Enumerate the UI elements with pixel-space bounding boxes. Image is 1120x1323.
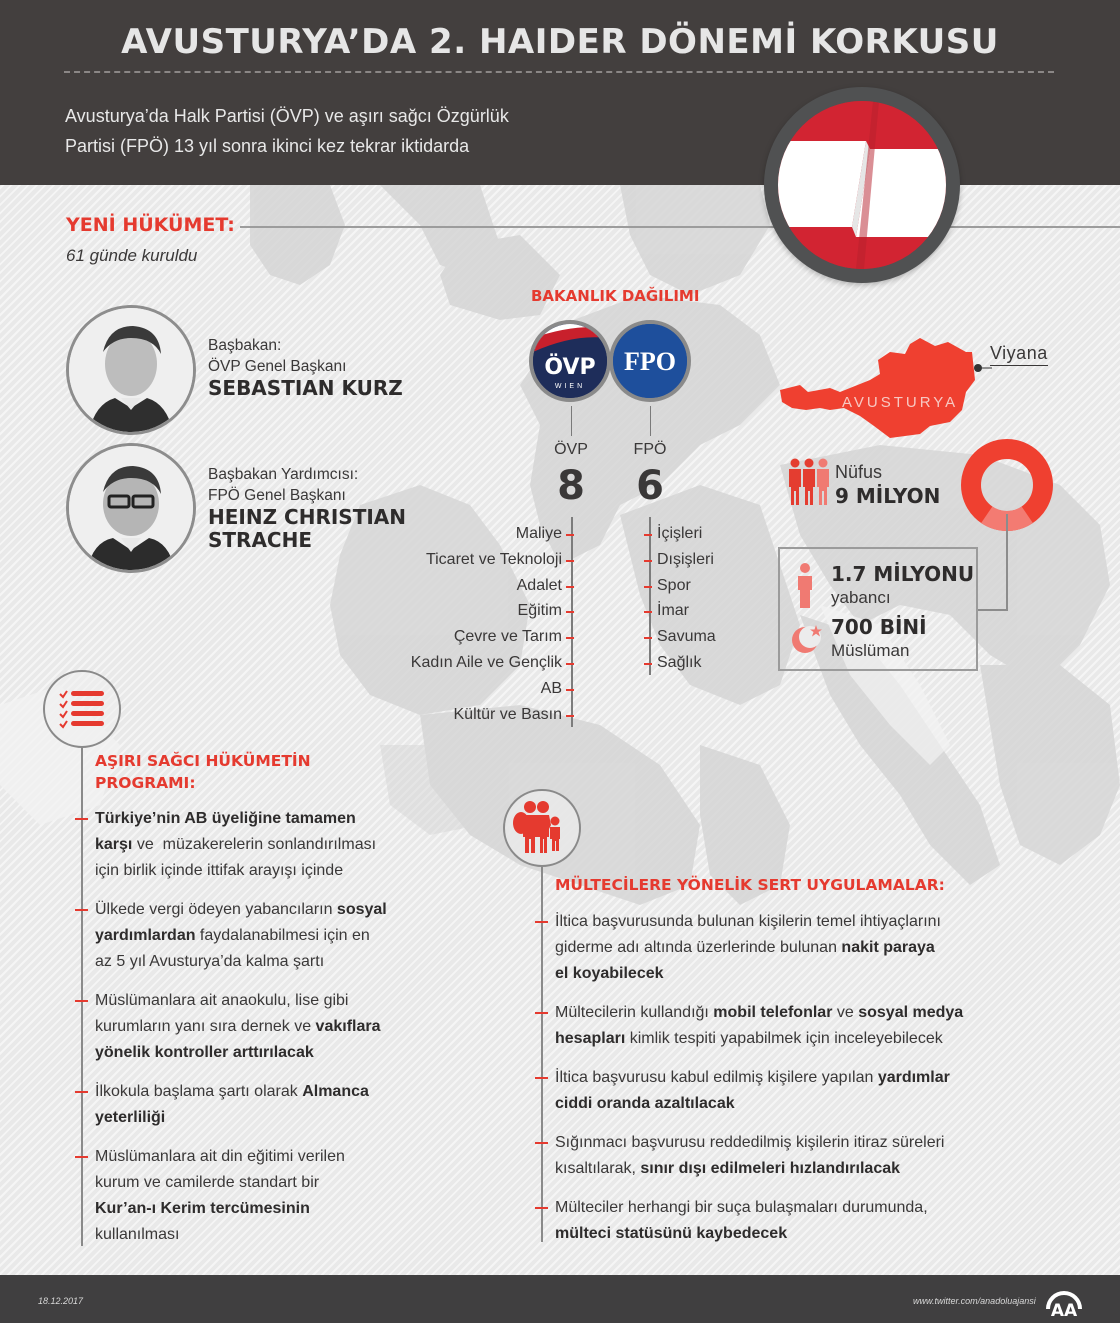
austria-flag-icon (764, 87, 960, 283)
bullet-item (555, 1065, 950, 1117)
ministry-item: Ticaret ve Teknoloji (425, 550, 562, 568)
text: Ülkede vergi ödeyen yabancıların (95, 901, 337, 918)
ministry-tick (566, 534, 574, 536)
bullet-line (95, 806, 376, 832)
bullet-line (95, 949, 387, 975)
donut-connector (976, 512, 1010, 612)
leader-role: Başbakan: (208, 337, 282, 354)
ministry-tick (566, 689, 574, 691)
donut-majority-segment (971, 449, 1043, 521)
ministry-item: Kadın Aile ve Gençlik (410, 654, 562, 671)
ministry-tick (644, 663, 652, 665)
avatar-heinz-christian-strache (66, 443, 196, 573)
leader-name-line-1: HEINZ CHRISTIAN (208, 505, 407, 529)
population-value: 9 MİLYON (835, 484, 941, 508)
fpo-connector (650, 406, 651, 436)
bullet-line (555, 1195, 928, 1221)
bold-text: sosyal (336, 901, 387, 918)
ministry-item: Savuma (657, 628, 716, 646)
bullet-line (555, 1000, 963, 1026)
austria-map (770, 330, 1000, 440)
leader-role: Başbakan Yardımcısı: (208, 466, 359, 483)
bullet-line (95, 988, 380, 1014)
ovp-logo-subtext: WIEN (554, 383, 586, 390)
bold-text: yardımlardan (95, 927, 196, 944)
bullet-item (95, 897, 387, 975)
text: kurum ve camilerde standart bir (95, 1174, 320, 1191)
leader-name-line-2: STRACHE (208, 528, 313, 552)
text: az 5 yıl Avusturya’da kalma şartı (95, 953, 325, 970)
heading-rule (240, 226, 1120, 228)
capital-label-vienna: Viyana (990, 343, 1048, 366)
bullet-item (555, 1195, 928, 1247)
ministry-tick (566, 663, 574, 665)
bullet-item (555, 1130, 944, 1182)
bold-text: el koyabilecek (555, 965, 664, 982)
foreign-population-value: 1.7 MİLYONU (831, 562, 975, 586)
text: ve (832, 1004, 859, 1021)
bold-text: Almanca (302, 1083, 369, 1100)
bullet-line (555, 961, 941, 987)
checklist-icon-circle (43, 670, 121, 748)
ministry-item: İçişleri (657, 525, 703, 542)
fpo-ministry-count: 6 (636, 463, 664, 509)
leader-info-strache (208, 464, 406, 552)
bold-text: nakit paraya (841, 939, 935, 956)
bullet-line (95, 1170, 345, 1196)
bold-text: ciddi oranda azaltılacak (555, 1095, 735, 1112)
ministry-item: Dışişleri (657, 550, 714, 568)
bullet-line (95, 1079, 369, 1105)
page-title: AVUSTURYA’DA 2. HAIDER DÖNEMİ KORKUSU (121, 22, 999, 62)
bullet-item (95, 806, 376, 884)
crescent-star-icon (791, 622, 823, 656)
bullet-marker (75, 909, 88, 911)
program-heading-line-2: PROGRAMI: (95, 774, 196, 792)
text: İlkokula başlama şartı olarak (95, 1083, 303, 1100)
title-divider (64, 71, 1054, 73)
bullet-line (555, 1091, 950, 1117)
bullet-item (95, 988, 380, 1066)
formed-in-days: 61 günde kuruldu (66, 246, 198, 265)
leader-info-kurz (208, 335, 403, 400)
text: giderme adı altında üzerlerinde bulunan (555, 939, 842, 956)
new-government-heading: YENİ HÜKÜMET: (66, 214, 235, 236)
ministry-tick (644, 611, 652, 613)
ovp-logo (529, 320, 611, 402)
ministry-tick (644, 637, 652, 639)
ministry-tick (566, 560, 574, 562)
ministry-item: Adalet (516, 576, 562, 594)
page-subtitle (65, 101, 585, 161)
bold-text: Türkiye’nin AB üyeliğine tamamen (95, 810, 356, 827)
subtitle-line-2: Partisi (FPÖ) 13 yıl sonra ikinci kez tekrar iktidarda (65, 136, 470, 156)
ministry-item: Sağlık (657, 654, 702, 671)
ministry-tick (644, 586, 652, 588)
bullet-marker (535, 1012, 548, 1014)
text: Müslümanlara ait anaokulu, lise gibi (95, 992, 349, 1009)
avatar-sebastian-kurz (66, 305, 196, 435)
ministry-item: Spor (657, 576, 691, 594)
bullet-line (95, 1196, 345, 1222)
bullet-item (555, 909, 941, 987)
bold-text: sosyal medya (858, 1004, 964, 1021)
bullet-line (555, 1130, 944, 1156)
bullet-line (95, 858, 376, 884)
bullet-line (95, 1014, 380, 1040)
refugee-family-icon-circle (503, 789, 581, 867)
checklist-icon (45, 672, 119, 746)
muslim-population-label: Müslüman (831, 641, 910, 660)
bullet-marker (75, 1156, 88, 1158)
bold-text: yeterliliği (95, 1109, 166, 1126)
text: kurumların yanı sıra dernek ve (95, 1018, 316, 1035)
foreign-population-label: yabancı (831, 588, 891, 607)
bullet-item (555, 1000, 963, 1052)
bullet-marker (535, 921, 548, 923)
ministry-tick (644, 534, 652, 536)
ministry-tick (644, 560, 652, 562)
text: kimlik tespiti yapabilmek için inceleyebilecek (625, 1030, 943, 1047)
refugee-family-icon (505, 791, 579, 865)
bold-text: yönelik kontroller arttırılacak (95, 1044, 314, 1061)
ovp-ministry-count: 8 (557, 463, 585, 509)
text: Mülteciler herhangi bir suça bulaşmaları durumunda, (555, 1199, 928, 1216)
bold-text: vakıflara (315, 1018, 381, 1035)
bullet-item (95, 1079, 369, 1131)
ministry-tick (566, 715, 574, 717)
bullet-line (95, 923, 387, 949)
logo-text: AA (1050, 1301, 1078, 1319)
leader-party-role: ÖVP Genel Başkanı (208, 358, 347, 375)
bullet-marker (75, 818, 88, 820)
ovp-label: ÖVP (554, 441, 588, 458)
bullet-line (95, 1222, 345, 1248)
refugee-heading: MÜLTECİLERE YÖNELİK SERT UYGULAMALAR: (555, 876, 945, 894)
ministry-item: İmar (657, 602, 689, 620)
bold-text: hesapları (555, 1030, 626, 1047)
population-label: Nüfus (835, 462, 883, 482)
bullet-line (555, 909, 941, 935)
text: kullanılması (95, 1226, 180, 1243)
text: İltica başvurusu kabul edilmiş kişilere yapılan (555, 1069, 878, 1086)
leader-name: SEBASTIAN KURZ (208, 376, 403, 400)
anadolu-agency-logo (1044, 1279, 1084, 1319)
person-icon (795, 563, 815, 609)
text: için birlik içinde ittifak arayışı içinde (95, 862, 344, 879)
bullet-line (555, 935, 941, 961)
fpo-logo-text: FPO (624, 347, 676, 376)
text: Mültecilerin kullandığı (555, 1004, 714, 1021)
bold-text: mobil telefonlar (713, 1004, 833, 1021)
fpo-logo (609, 320, 691, 402)
text: Sığınmacı başvurusu reddedilmiş kişilerin itiraz süreleri (555, 1134, 945, 1151)
ministry-item: Kültür ve Basın (453, 705, 562, 723)
bold-text: Kur’an-ı Kerim tercümesinin (95, 1200, 310, 1217)
bold-text: sınır dışı edilmeleri hızlandırılacak (640, 1160, 901, 1177)
ministry-item: Çevre ve Tarım (453, 628, 562, 646)
ministry-item: AB (540, 679, 562, 697)
ministry-tick (566, 586, 574, 588)
fpo-ministry-axis (649, 517, 651, 675)
ovp-connector (571, 406, 572, 436)
ovp-logo-text: ÖVP (544, 355, 596, 380)
ministry-tick (566, 611, 574, 613)
bullet-marker (535, 1077, 548, 1079)
footer-date: 18.12.2017 (38, 1296, 84, 1306)
bullet-marker (75, 1091, 88, 1093)
bullet-line (555, 1221, 928, 1247)
text: Müslümanlara ait din eğitimi verilen (95, 1148, 345, 1165)
bullet-line (555, 1026, 963, 1052)
muslim-population-value: 700 BİNİ (831, 615, 927, 639)
bullet-line (95, 1040, 380, 1066)
bold-text: yardımlar (877, 1069, 950, 1086)
refugee-timeline (541, 867, 543, 1242)
bullet-line (95, 897, 387, 923)
bullet-line (555, 1156, 944, 1182)
text: kısaltılarak, (555, 1160, 641, 1177)
ministry-distribution-title: BAKANLIK DAĞILIMI (531, 287, 700, 305)
population-people-icon (787, 458, 831, 506)
fpo-label: FPÖ (633, 441, 667, 458)
bullet-line (555, 1065, 950, 1091)
ministry-item: Maliye (515, 525, 562, 542)
bullet-marker (535, 1142, 548, 1144)
bold-text: karşı (95, 836, 133, 853)
country-label-austria: AVUSTURYA (842, 394, 959, 411)
bullet-marker (75, 1000, 88, 1002)
program-heading-line-1: AŞIRI SAĞCI HÜKÜMETİN (95, 752, 311, 770)
program-timeline (81, 748, 83, 1246)
text: ve müzakerelerin sonlandırılması (132, 836, 377, 853)
subtitle-line-1: Avusturya’da Halk Partisi (ÖVP) ve aşırı sağcı Özgürlük (65, 106, 509, 126)
bullet-line (95, 1144, 345, 1170)
text: faydalanabilmesi için en (195, 927, 370, 944)
bold-text: mülteci statüsünü kaybedecek (555, 1225, 788, 1242)
text: İltica başvurusunda bulunan kişilerin temel ihtiyaçlarını (555, 913, 941, 930)
ovp-ministry-axis (571, 517, 573, 727)
bullet-item (95, 1144, 345, 1248)
bullet-marker (535, 1207, 548, 1209)
program-heading (95, 750, 311, 794)
footer-twitter-link[interactable]: www.twitter.com/anadoluajansi (913, 1296, 1036, 1306)
ministry-item: Eğitim (517, 602, 562, 620)
bullet-line (95, 832, 376, 858)
ministry-tick (566, 637, 574, 639)
bullet-line (95, 1105, 369, 1131)
leader-party-role: FPÖ Genel Başkanı (208, 487, 346, 504)
